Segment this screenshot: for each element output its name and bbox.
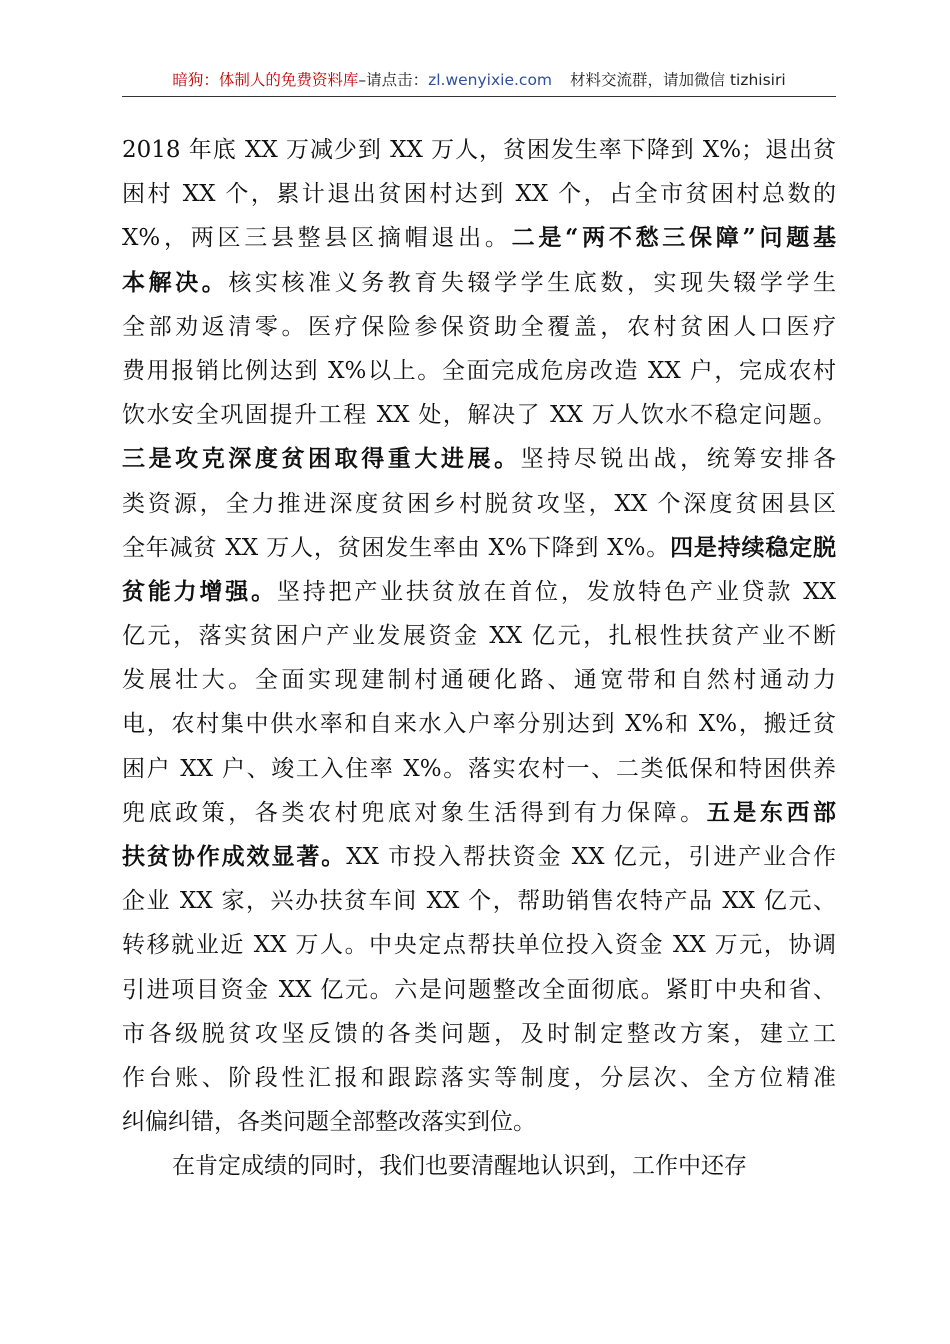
text-line	[122, 570, 836, 614]
text-segment: 电，农村集中供水率和自来水入户率分别达到 X%和 X%，搬迁贫	[122, 711, 836, 738]
text-segment: 困户 XX 户、竣工入住率 X%。落实农村一、二类低保和特困供养	[122, 755, 836, 782]
text-line	[122, 747, 836, 791]
text-segment: 引进项目资金 XX 亿元。六是问题整改全面彻底。紧盯中央和省、	[122, 976, 836, 1003]
text-line	[122, 791, 836, 835]
text-line	[122, 968, 836, 1012]
bold-heading-segment: 五是东西部	[706, 798, 837, 826]
text-line	[122, 1012, 836, 1056]
bold-heading-segment: 扶贫协作成效显著。	[122, 843, 347, 870]
text-line	[122, 1100, 836, 1144]
text-line	[122, 1144, 836, 1188]
text-segment: 2018 年底 XX 万减少到 XX 万人，贫困发生率下降到 X%；退出贫	[122, 137, 836, 163]
header-url-link[interactable]: zl.wenyixie.com	[428, 71, 553, 89]
text-segment: 兜底政策，各类农村兜底对象生活得到有力保障。	[122, 799, 707, 826]
text-line	[122, 305, 836, 349]
text-line	[122, 614, 836, 658]
text-line	[122, 923, 836, 967]
text-line	[122, 658, 836, 702]
text-segment: 类资源，全力推进深度贫困乡村脱贫攻坚，XX 个深度贫困县区	[122, 490, 836, 517]
bold-heading-segment: 三是攻克深度贫困取得重大进展。	[122, 445, 521, 473]
header-wechat-note: 材料交流群，请加微信 tizhisiri	[570, 71, 786, 89]
header-divider	[122, 96, 836, 97]
text-line	[122, 437, 836, 481]
header-site-name: 暗狗：体制人的免费资料库	[172, 71, 359, 89]
text-segment: 核实核准义务教育失辍学学生底数，实现失辍学学生	[228, 269, 837, 296]
bold-heading-segment: 二是“两不愁三保障”问题基	[511, 224, 836, 252]
text-segment: 全部劝返清零。医疗保险参保资助全覆盖，农村贫困人口医疗	[122, 313, 836, 340]
text-segment: 饮水安全巩固提升工程 XX 处，解决了 XX 万人饮水不稳定问题。	[122, 402, 836, 429]
text-line	[122, 393, 836, 437]
text-line	[122, 835, 836, 879]
text-line	[122, 482, 836, 526]
text-segment: 企业 XX 家，兴办扶贫车间 XX 个，帮助销售农特产品 XX 亿元、	[122, 888, 836, 915]
bold-heading-segment: 贫能力增强。	[122, 577, 277, 605]
text-segment: 亿元，落实贫困户产业发展资金 XX 亿元，扎根性扶贫产业不断	[122, 623, 836, 650]
text-line	[122, 128, 836, 172]
text-segment: X%，两区三县整县区摘帽退出。	[122, 225, 512, 252]
text-segment: 坚持尽锐出战，统筹安排各	[520, 446, 837, 473]
text-segment: 困村 XX 个，累计退出贫困村达到 XX 个，占全市贫困村总数的	[122, 181, 836, 208]
text-segment: 纠偏纠错，各类问题全部整改落实到位。	[122, 1109, 536, 1136]
page-header	[122, 66, 836, 94]
text-segment: 在肯定成绩的同时，我们也要清醒地认识到，工作中还存	[172, 1153, 747, 1180]
bold-heading-segment: 本解决。	[122, 268, 229, 296]
text-segment: 费用报销比例达到 X%以上。全面完成危房改造 XX 户，完成农村	[122, 357, 836, 384]
bold-heading-segment: 四是持续稳定脱	[670, 533, 836, 561]
text-line	[122, 172, 836, 216]
text-segment: 转移就业近 XX 万人。中央定点帮扶单位投入资金 XX 万元，协调	[122, 932, 836, 959]
text-line	[122, 702, 836, 746]
text-segment: XX 市投入帮扶资金 XX 亿元，引进产业合作	[346, 844, 836, 870]
document-body	[122, 128, 836, 1189]
text-segment: 全年减贫 XX 万人，贫困发生率由 X%下降到 X%。	[122, 534, 671, 561]
text-line	[122, 526, 836, 570]
text-line	[122, 879, 836, 923]
text-segment: 市各级脱贫攻坚反馈的各类问题，及时制定整改方案，建立工	[122, 1020, 836, 1047]
text-line	[122, 1056, 836, 1100]
text-segment: 坚持把产业扶贫放在首位，发放特色产业贷款 XX	[276, 578, 836, 605]
text-segment: 作台账、阶段性汇报和跟踪落实等制度，分层次、全方位精准	[122, 1064, 836, 1091]
text-segment: 发展壮大。全面实现建制村通硬化路、通宽带和自然村通动力	[122, 667, 836, 694]
header-click-prompt: –请点击：	[358, 71, 429, 89]
text-line	[122, 349, 836, 393]
text-line	[122, 216, 836, 260]
text-line	[122, 261, 836, 305]
